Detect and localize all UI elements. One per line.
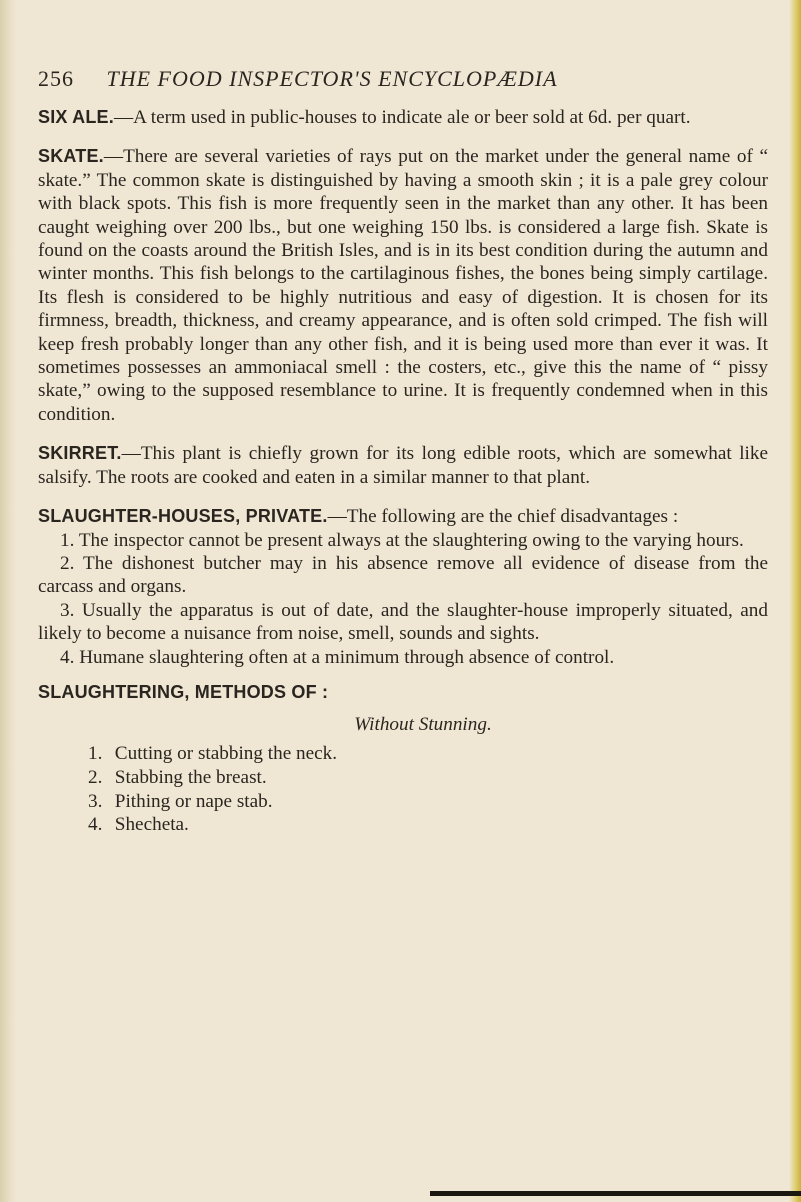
- entry-term: SKATE.: [38, 146, 104, 167]
- entry-text: —The following are the chief disadvantages :: [327, 506, 679, 528]
- method-item: [88, 742, 768, 766]
- entry-heading: [38, 505, 768, 528]
- method-text: Stabbing the breast.: [114, 766, 267, 788]
- entry-heading: [38, 681, 768, 704]
- entry-term: SIX ALE.: [38, 107, 114, 127]
- entry-text: —This plant is chiefly grown for its long edible roots, which are somewhat like salsify. The roots are cooked and eaten in a similar manner to that plant.: [38, 443, 768, 488]
- list-item: 1. The inspector cannot be present always at the slaughtering owing to the varying hours.: [60, 529, 744, 551]
- method-number: 2.: [88, 766, 103, 788]
- entry-skate: [38, 145, 768, 426]
- method-number: 3.: [88, 790, 103, 812]
- method-text: Shecheta.: [114, 814, 189, 836]
- list-item: 2. The dishonest butcher may in his absence remove all evidence of disease from the carcass and organs.: [38, 552, 768, 598]
- method-number: 1.: [88, 743, 103, 765]
- method-number: 4.: [88, 814, 103, 836]
- list-item: 4. Humane slaughtering often at a minimum through absence of control.: [60, 646, 615, 668]
- page-body: [38, 66, 768, 837]
- method-text: Pithing or nape stab.: [114, 790, 273, 812]
- entry-six-ale: [38, 106, 768, 129]
- entry-text: —There are several varieties of rays put on the market under the general name of “ skate.” The common skate is distinguished by having a smooth skin ; it is a pale grey colour with black spots. This fish is more frequently seen in the market than any other. It has been caught weighing over 200 lbs., but one weighing 150 lbs. is considered a large fish. Skate is found on the coasts around the British Isles, and is in its best condition during the autumn and winter months. This fish belongs to the cartilaginous fishes, the bones being simply cartilage. Its flesh is considered to be highly nutritious and easy of digestion. It is chosen for its firmness, breadth, thickness, and creamy appearance, and is often sold crimped. The fish will keep fresh probably longer than any other fish, and it is being used more than ever it was. It sometimes possesses an ammoniacal smell : the costers, etc., give this the name of “ pissy skate,” owing to the supposed resemblance to urine. It is frequently condemned when in this condition.: [38, 146, 768, 425]
- entry-term: SLAUGHTERING, METHODS OF :: [38, 681, 329, 702]
- page-gutter-left: [0, 0, 16, 1202]
- entry-term: SLAUGHTER-HOUSES, PRIVATE.: [38, 506, 328, 527]
- entry-slaughter-houses: [38, 505, 768, 669]
- method-text: Cutting or stabbing the neck.: [114, 743, 338, 765]
- entry-skirret: [38, 442, 768, 489]
- entry-slaughtering: [38, 681, 768, 837]
- method-item: [88, 813, 768, 837]
- entry-term: SKIRRET.: [38, 443, 122, 464]
- bottom-rule: [430, 1191, 801, 1196]
- page-edge-right: [789, 0, 801, 1202]
- running-header: [38, 66, 768, 92]
- running-title: THE FOOD INSPECTOR'S ENCYCLOPÆDIA: [106, 66, 558, 91]
- subheading: Without Stunning.: [354, 714, 492, 736]
- method-item: [88, 790, 768, 814]
- entry-text: —A term used in public-houses to indicate ale or beer sold at 6d. per quart.: [113, 107, 691, 128]
- method-item: [88, 766, 768, 790]
- list-item: 3. Usually the apparatus is out of date, and the slaughter-house improperly situated, and likely to become a nuisance from noise, smell, sounds and sights.: [38, 599, 768, 645]
- page-number: 256: [38, 66, 74, 91]
